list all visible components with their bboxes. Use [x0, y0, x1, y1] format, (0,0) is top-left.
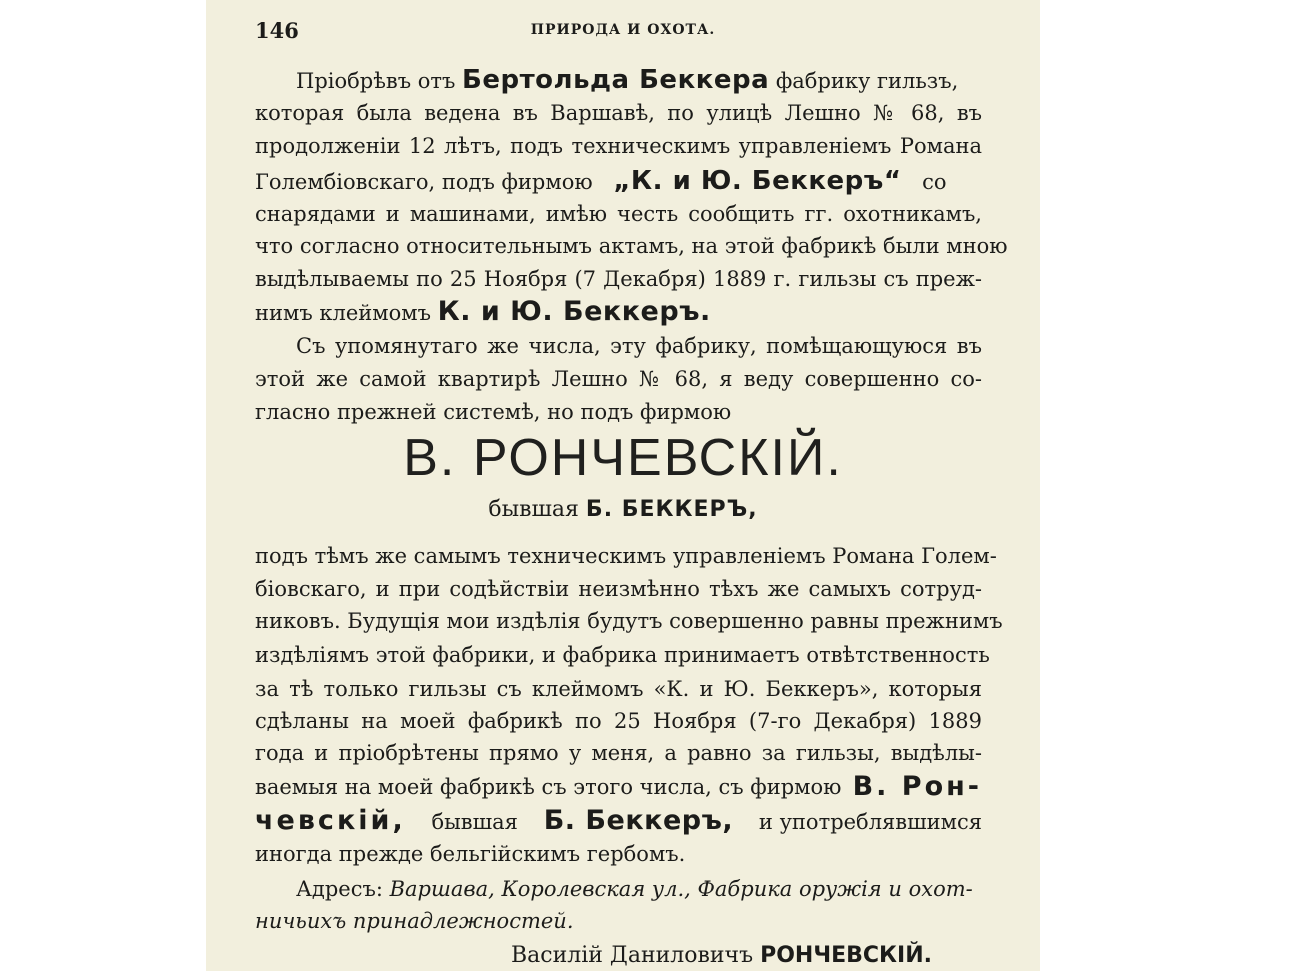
text: бывшая — [488, 497, 579, 522]
former-firm-bekker: Б. Беккеръ, — [543, 805, 734, 836]
book-page — [206, 0, 1040, 971]
para3-line8 — [255, 771, 982, 803]
para3-line6: сдѣланы на моей фабрикѣ по 25 Ноября (7-го Декабря) 1889 — [255, 709, 982, 733]
para3-line7: года и пріобрѣтены прямо у меня, а равно за гильзы, выдѣлы- — [255, 741, 982, 765]
text: фабрику гильзъ, — [775, 69, 959, 93]
page-number: 146 — [255, 18, 299, 43]
para3-line3: никовъ. Будущія мои издѣлія будутъ совершенно равны прежнимъ — [255, 609, 1003, 633]
text: ваемыя на моей фабрикѣ съ этого числа, съ фирмою — [255, 775, 842, 799]
para1-line6: что согласно относительнымъ актамъ, на этой фабрикѣ были мною — [255, 234, 1008, 258]
signature — [511, 940, 932, 971]
firm-name-k-yu-bekker: „К. и Ю. Беккеръ“ — [613, 166, 902, 196]
text: Пріобрѣвъ отъ — [296, 69, 456, 93]
para3-line4: издѣліямъ этой фабрики, и фабрика принимаетъ отвѣтственность — [255, 643, 990, 667]
para3-line2: біовскаго, и при содѣйствіи неизмѣнно тѣхъ же самыхъ сотруд- — [255, 577, 982, 601]
para1-line1 — [296, 64, 958, 97]
para1-line8 — [255, 296, 711, 329]
name-bertold-bekker: Бертольда Беккера — [462, 65, 770, 95]
firm-roncheski-part1: В. Рон- — [852, 771, 982, 802]
running-head: ПРИРОДА И ОХОТА. — [530, 22, 716, 38]
para1-line4 — [255, 165, 982, 198]
para1-line2: которая была ведена въ Варшавѣ, по улицѣ Лешно № 68, въ — [255, 101, 982, 125]
text: Голембіовскаго, подъ фирмою — [255, 170, 593, 194]
text: и употреблявшимся — [758, 810, 982, 834]
para3-line1: подъ тѣмъ же самымъ техническимъ управленіемъ Романа Голем- — [255, 544, 997, 568]
address-line2: ничьихъ принадлежностей. — [255, 909, 574, 933]
former-firm: Б. БЕККЕРЪ, — [585, 497, 758, 522]
signature-name: Василій Даниловичъ — [511, 943, 754, 968]
text: нимъ клеймомъ — [255, 301, 431, 325]
address-text: Варшава, Королевская ул., Фабрика оружія и охот- — [389, 877, 973, 901]
para1-line7: выдѣлываемы по 25 Ноября (7 Декабря) 1889 г. гильзы съ преж- — [255, 267, 982, 291]
stamp-k-yu-bekker: К. и Ю. Беккеръ. — [437, 296, 711, 327]
firm-title: В. РОНЧЕВСКІЙ. — [403, 429, 843, 487]
signature-surname: РОНЧЕВСКІЙ. — [760, 943, 932, 968]
address-line1 — [296, 873, 982, 905]
text: со — [922, 170, 947, 194]
firm-roncheski-part2: чевскій, — [255, 805, 406, 836]
para1-line3: продолженіи 12 лѣтъ, подъ техническимъ управленіемъ Романа — [255, 134, 982, 158]
address-label: Адресъ: — [296, 877, 383, 901]
para1-line5: снарядами и машинами, имѣю честь сообщить гг. охотникамъ, — [255, 202, 982, 226]
para2-line1: Съ упомянутаго же числа, эту фабрику, помѣщающуюся въ — [296, 334, 982, 358]
text: бывшая — [431, 810, 518, 834]
para2-line3: гласно прежней системѣ, но подъ фирмою — [255, 400, 732, 424]
para2-line2: этой же самой квартирѣ Лешно № 68, я веду совершенно со- — [255, 367, 982, 391]
para3-line9 — [255, 805, 982, 838]
firm-former-name — [206, 497, 1040, 522]
para3-line10: иногда прежде бельгійскимъ гербомъ. — [255, 842, 686, 866]
para3-line5: за тѣ только гильзы съ клеймомъ «К. и Ю. Беккеръ», которыя — [255, 677, 982, 701]
